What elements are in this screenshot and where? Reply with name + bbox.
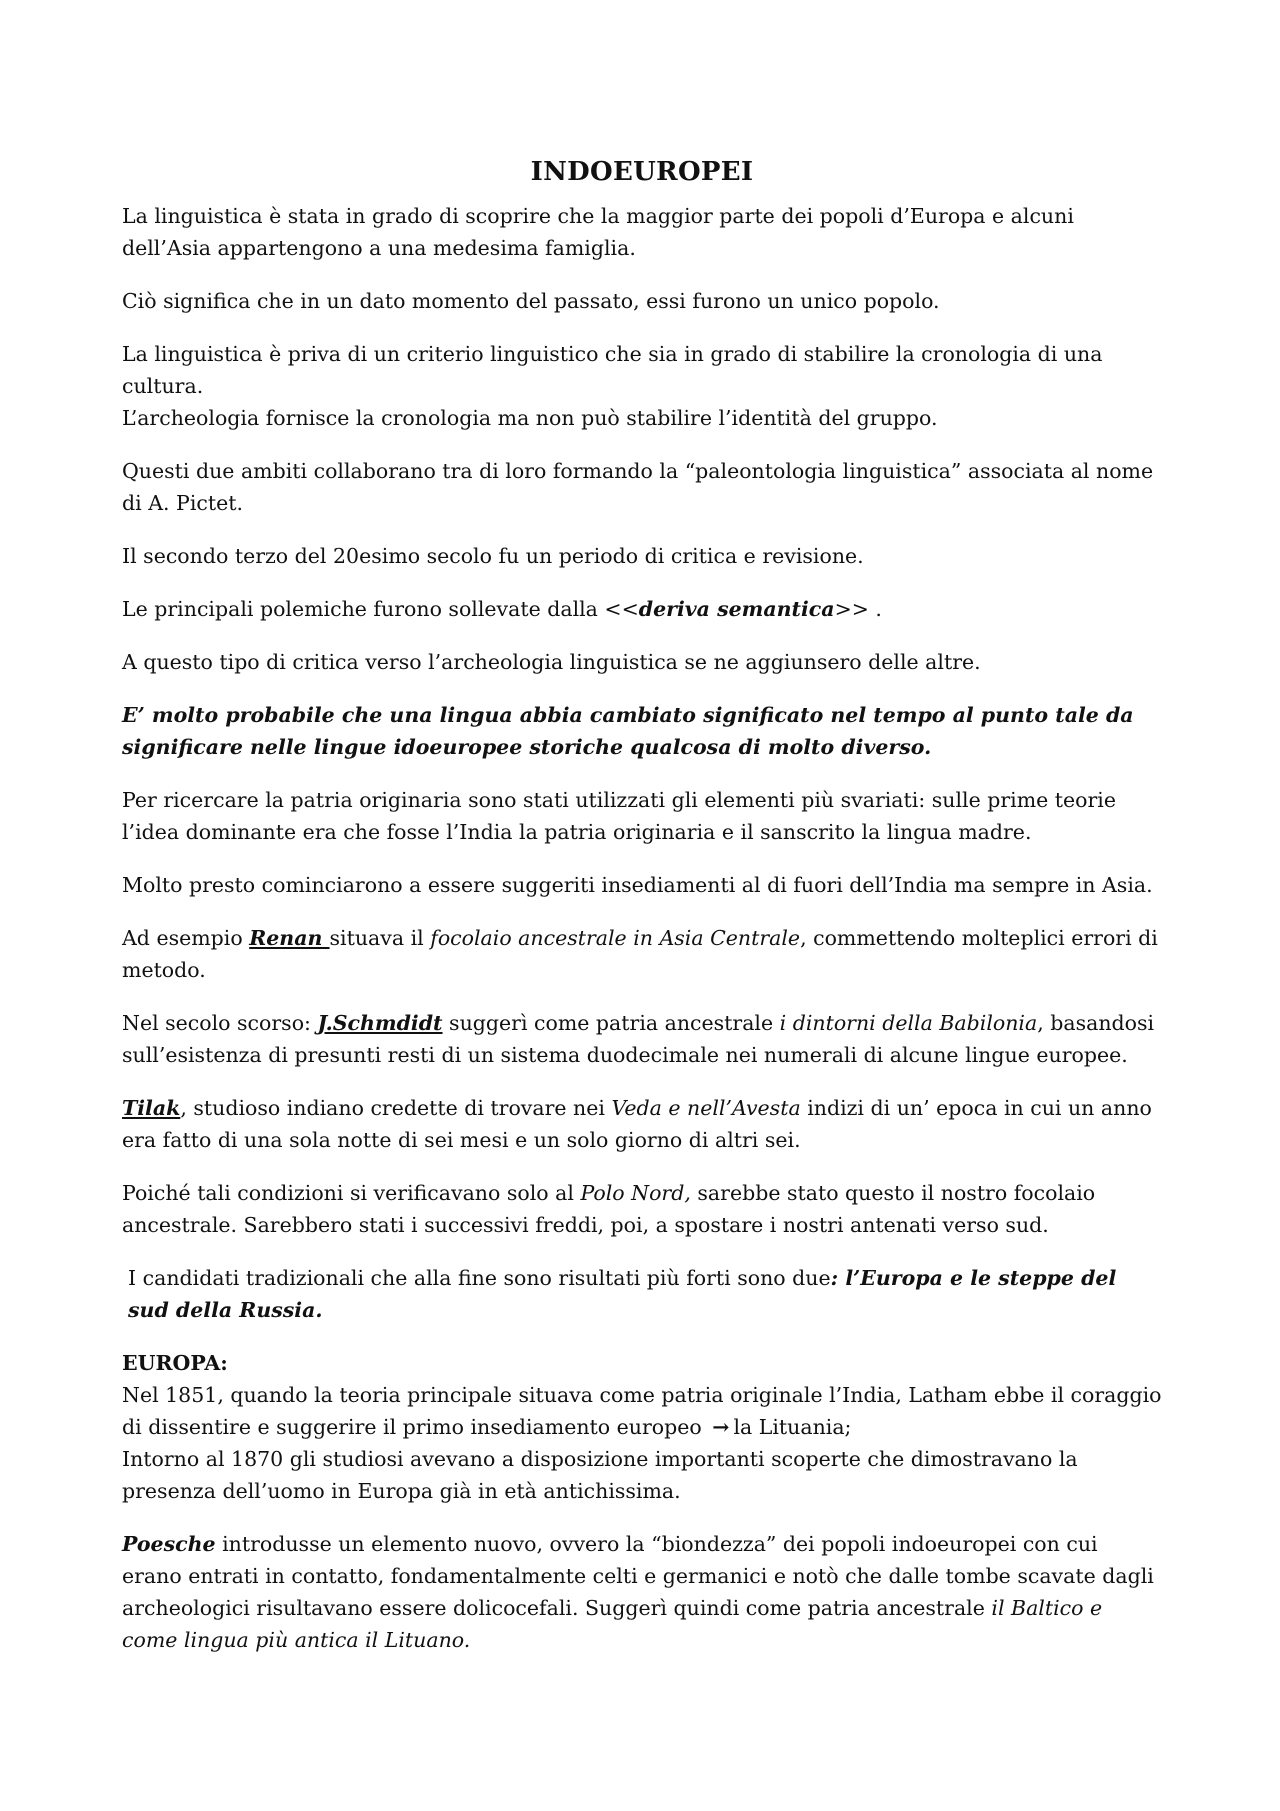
paragraph-14-italic: Polo Nord,	[580, 1181, 691, 1205]
paragraph-14	[122, 1177, 1162, 1241]
arrow-right-icon: →	[712, 1415, 730, 1439]
paragraph-11	[122, 922, 1162, 986]
paragraph-9: Per ricercare la patria originaria sono stati utilizzati gli elementi più svariati: sulle prime teorie l’idea dominante era che fosse l’India la patria originaria e il sanscrito la lingua madre.	[122, 788, 1116, 844]
paragraph-1: La linguistica è stata in grado di scoprire che la maggior parte dei popoli d’Europa e alcuni dell’Asia appartengono a una medesima famiglia.	[122, 204, 1074, 260]
renan-name: Renan	[249, 926, 330, 950]
paragraph-7: A questo tipo di critica verso l’archeologia linguistica se ne aggiunsero delle altre.	[122, 650, 981, 674]
paragraph-11-italic: focolaio ancestrale in Asia Centrale	[430, 926, 801, 950]
europa-section	[122, 1347, 1162, 1507]
page-title: INDOEUROPEI	[530, 157, 754, 187]
paragraph-15-text: I candidati tradizionali che alla fine sono risultati più forti sono due	[128, 1266, 831, 1290]
paragraph-4: Questi due ambiti collaborano tra di loro formando la “paleontologia linguistica” associata al nome di A. Pictet.	[122, 459, 1154, 515]
paragraph-11-end: , commettendo molteplici errori di metodo.	[122, 926, 1158, 982]
europa-paragraph-2: Intorno al 1870 gli studiosi avevano a disposizione importanti scoperte che dimostravano la presenza dell’uomo in Europa già in età antichissima.	[122, 1447, 1078, 1503]
paragraph-6	[122, 593, 1162, 625]
paragraph-13-end: indizi di un’ epoca in cui un anno era fatto di una sola notte di sei mesi e un solo giorno di altri sei.	[122, 1096, 1152, 1152]
paragraph-15-emphasis: : l’Europa e le steppe del sud della Russia.	[128, 1266, 1117, 1322]
europa-paragraph-1	[122, 1379, 1162, 1443]
paragraph-16-italic: il Baltico e come lingua più antica il Lituano.	[122, 1596, 1103, 1652]
paragraph-5: Il secondo terzo del 20esimo secolo fu un periodo di critica e revisione.	[122, 544, 864, 568]
paragraph-12-text: Nel secolo scorso:	[122, 1011, 318, 1035]
poesche-name: Poesche	[122, 1532, 216, 1556]
europa-line-1-text: Nel 1851, quando la teoria principale situava come patria originale l’India, Latham ebbe il coraggio di dissentire e suggerire il primo insediamento europeo	[122, 1383, 1162, 1439]
europa-line-1-end: la Lituania;	[733, 1415, 852, 1439]
paragraph-13	[122, 1092, 1162, 1156]
paragraph-13-mid: , studioso indiano credette di trovare nei	[180, 1096, 612, 1120]
paragraph-12-end: , basandosi sull’esistenza di presunti resti di un sistema duodecimale nei numerali di alcune lingue europee.	[122, 1011, 1155, 1067]
paragraph-11-mid: situava il	[329, 926, 431, 950]
paragraph-14-text: Poiché tali condizioni si verificavano solo al	[122, 1181, 581, 1205]
paragraph-13-italic: Veda e nell’Avesta	[611, 1096, 801, 1120]
paragraph-8-emphasis: E’ molto probabile che una lingua abbia cambiato significato nel tempo al punto tale da significare nelle lingue idoeuropee storiche qualcosa di molto diverso.	[122, 703, 1134, 759]
deriva-semantica-term: deriva semantica	[638, 597, 835, 621]
paragraph-16	[122, 1528, 1162, 1656]
paragraph-12-italic: i dintorni della Babilonia	[779, 1011, 1038, 1035]
paragraph-6-end: >> .	[834, 597, 882, 621]
paragraph-2: Ciò significa che in un dato momento del passato, essi furono un unico popolo.	[122, 289, 940, 313]
schmidt-name: J.Schmdidt	[317, 1011, 443, 1035]
paragraph-3-line-2: L’archeologia fornisce la cronologia ma non può stabilire l’identità del gruppo.	[122, 406, 938, 430]
europa-heading: EUROPA:	[122, 1351, 228, 1375]
paragraph-14-end: sarebbe stato questo il nostro focolaio ancestrale. Sarebbero stati i successivi freddi, poi, a spostare i nostri antenati verso sud.	[122, 1181, 1096, 1237]
paragraph-15	[122, 1262, 1162, 1326]
paragraph-16-mid: introdusse un elemento nuovo, ovvero la “biondezza” dei popoli indoeuropei con cui erano entrati in contatto, fondamentalmente celti e germanici e notò che dalle tombe scavate dagli archeologici risultavano essere dolicocefali. Suggerì quindi come patria ancestrale	[122, 1532, 1154, 1620]
paragraph-6-text: Le principali polemiche furono sollevate dalla <<	[122, 597, 639, 621]
tilak-name: Tilak	[122, 1096, 181, 1120]
paragraph-3-line-1: La linguistica è priva di un criterio linguistico che sia in grado di stabilire la cronologia di una cultura.	[122, 342, 1103, 398]
paragraph-12	[122, 1007, 1162, 1071]
paragraph-11-text: Ad esempio	[122, 926, 250, 950]
paragraph-10: Molto presto cominciarono a essere suggeriti insediamenti al di fuori dell’India ma sempre in Asia.	[122, 873, 1153, 897]
paragraph-3	[122, 338, 1162, 434]
document-body	[122, 152, 1162, 1677]
paragraph-12-mid: suggerì come patria ancestrale	[442, 1011, 780, 1035]
